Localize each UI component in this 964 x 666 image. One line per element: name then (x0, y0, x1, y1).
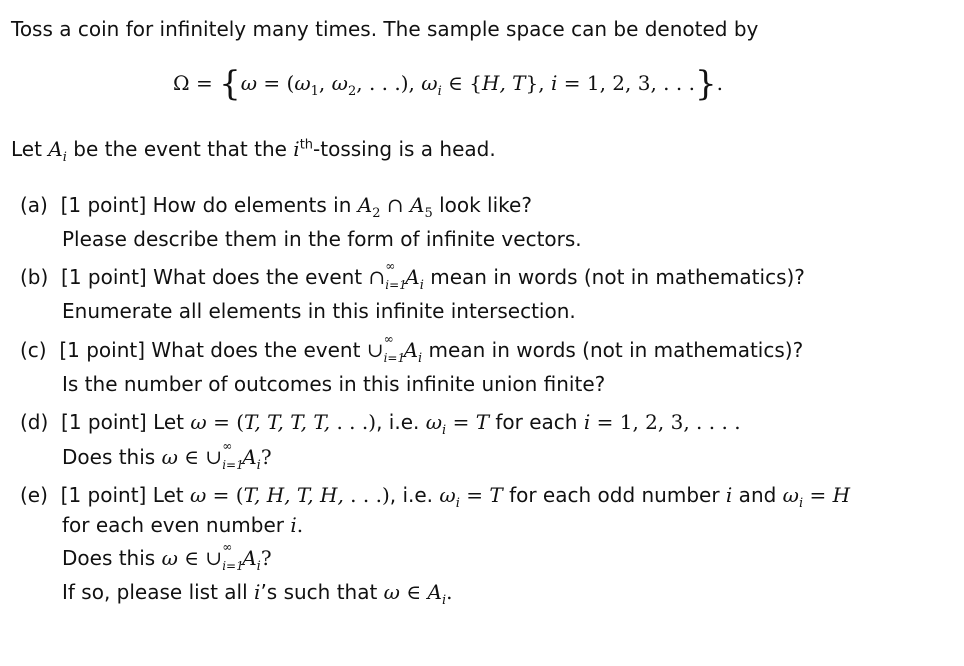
part-e-line3: Does this ω ∈ ∪ ∞ i=1 $A_i$? (62, 540, 272, 574)
part-e-line4: If so, please list all i’s such that ω ∈ $A_i$. (62, 580, 453, 608)
part-a-line1: (a) [1 point] How do elements in $A_2$ ∩ $A_5$ look like? (20, 193, 532, 221)
part-a-line2: Please describe them in the form of infinite vectors. (62, 227, 582, 251)
event-definition: Let $A_i$ be the event that the $i^{th}$-tossing is a head. (11, 137, 496, 165)
part-c-line2: Is the number of outcomes in this infinite union finite? (62, 372, 606, 396)
part-c-line1: (c) [1 point] What does the event ∪ ∞ i=1 $A_i$ mean in words (not in mathematics)? (20, 332, 804, 366)
part-label: (a) (20, 193, 48, 217)
part-label: (e) (20, 483, 48, 507)
part-label: (c) (20, 338, 47, 362)
intro-line: Toss a coin for infinitely many times. The sample space can be denoted by (11, 17, 759, 41)
part-d-line2: Does this ω ∈ ∪ ∞ i=1 $A_i$? (62, 439, 272, 473)
part-b-line1: (b) [1 point] What does the event ∩ ∞ i=1 $A_i$ mean in words (not in mathematics)? (20, 259, 805, 293)
part-e-line1: (e) [1 point] Let ω = (T, H, T, H, . . .), i.e. $\omega_i = T$ for each odd number i and $\omega_i = H$ (20, 483, 851, 511)
part-label: (d) (20, 410, 49, 434)
part-e-line2: for each even number i. (62, 513, 304, 537)
part-b-line2: Enumerate all elements in this infinite intersection. (62, 299, 576, 323)
part-d-line1: (d) [1 point] Let ω = (T, T, T, T, . . .), i.e. $\omega_i = T$ for each i = 1, 2, 3, . . . . (20, 410, 741, 438)
part-label: (b) (20, 265, 49, 289)
sample-space-formula: $\Omega = \{\omega = (\omega_1$, $\omega_2$, . . .), $\omega_i$ ∈ {H, T}, i = 1, 2, 3, . . .}. (173, 64, 723, 104)
